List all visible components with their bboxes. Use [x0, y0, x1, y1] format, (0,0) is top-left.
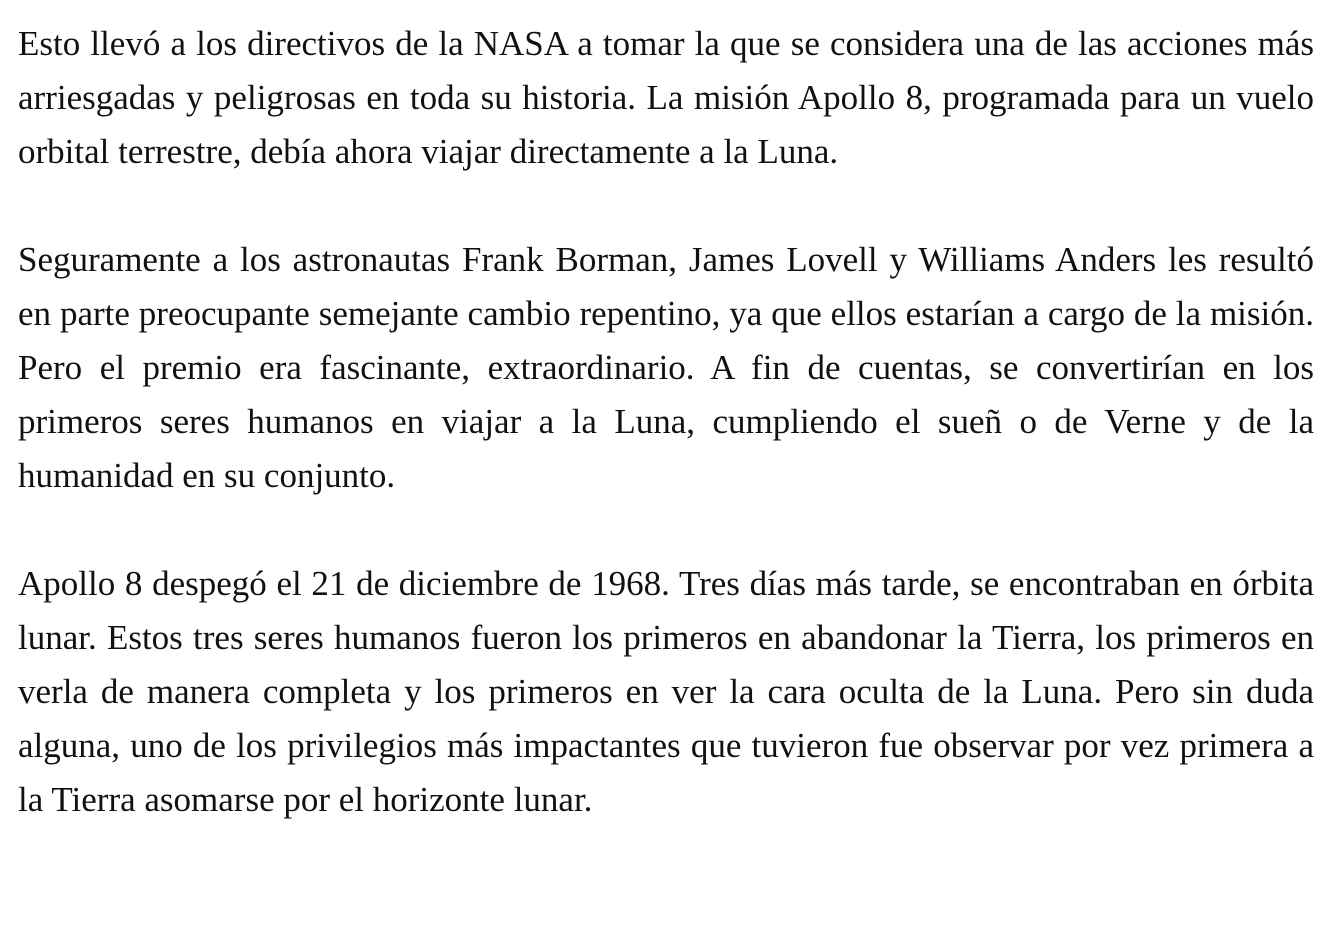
paragraph-launch-orbit: Apollo 8 despegó el 21 de diciembre de 1968. Tres días más tarde, se encontraban en órbita lunar. Estos tres seres humanos fueron los primeros en abandonar la Tierra, los primeros en verla de manera completa y los primeros en ver la cara oculta de la Luna. Pero sin duda alguna, uno de los privilegios más impactantes que tuvieron fue observar por vez primera a la Tierra asomarse por el horizonte lunar. — [18, 564, 1314, 819]
paragraph-astronauts: Seguramente a los astronautas Frank Borman, James Lovell y Williams Anders les resultó en parte preocupante semejante cambio repentino, ya que ellos estarían a cargo de la misión. Pero el premio era fascinante, extraordinario. A fin de cuentas, se convertirían en los primeros seres humanos en viajar a la Luna, cumpliendo el sueñ o de Verne y de la humanidad en su conjunto. — [18, 240, 1314, 495]
article-body — [18, 17, 1314, 827]
paragraph-apollo8-decision: Esto llevó a los directivos de la NASA a tomar la que se considera una de las acciones más arriesgadas y peligrosas en toda su historia. La misión Apollo 8, programada para un vuelo orbital terrestre, debía ahora viajar directamente a la Luna. — [18, 24, 1314, 171]
